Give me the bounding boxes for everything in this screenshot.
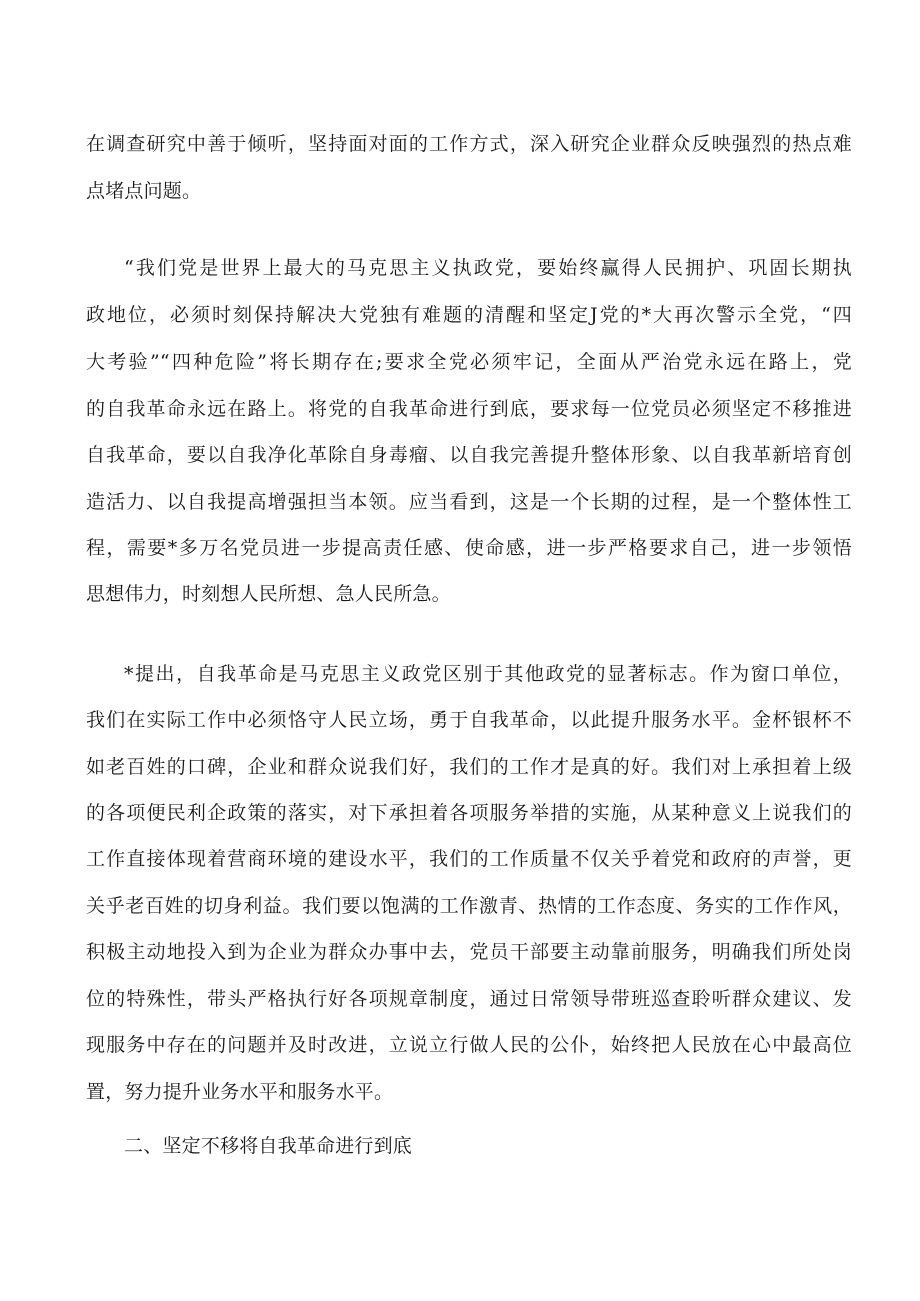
paragraph-1-line-1: 在调查研究中善于倾听，坚持面对面的工作方式，深入研究企业群众反映强烈的热点难 xyxy=(86,133,852,155)
paragraph-2-line-6: 造活力、以自我提高增强担当本领。应当看到，这是一个长期的过程，是一个整体性工 xyxy=(86,491,852,513)
paragraph-3-line-8: 位的特殊性，带头严格执行好各项规章制度，通过日常领导带班巡查聆听群众建议、发 xyxy=(86,988,852,1010)
paragraph-3-line-6: 关乎老百姓的切身利益。我们要以饱满的工作激青、热情的工作态度、务实的工作作风， xyxy=(86,895,852,917)
paragraph-2-line-7: 程，需要*多万名党员进一步提高责任感、使命感，进一步严格要求自己，进一步领悟 xyxy=(86,537,852,559)
paragraph-2-line-1: “我们党是世界上最大的马克思主义执政党，要始终赢得人民拥护、巩固长期执 xyxy=(124,257,852,279)
paragraph-3-line-9: 现服务中存在的问题并及时改进，立说立行做人民的公仆，始终把人民放在心中最高位 xyxy=(86,1034,852,1056)
section-heading-2: 二、坚定不移将自我革命进行到底 xyxy=(124,1135,413,1157)
paragraph-2-line-5: 自我革命，要以自我净化革除自身毒瘤、以自我完善提升整体形象、以自我革新培育创 xyxy=(86,444,852,466)
paragraph-3-line-7: 积极主动地投入到为企业为群众办事中去，党员干部要主动靠前服务，明确我们所处岗 xyxy=(86,941,852,963)
paragraph-2-line-2: 政地位，必须时刻保持解决大党独有难题的清醒和坚定J党的*大再次警示全党，“四 xyxy=(86,304,852,326)
paragraph-1-line-2: 点堵点问题。 xyxy=(86,180,202,202)
paragraph-2-line-3: 大考验”“四种危险”将长期存在;要求全党必须牢记，全面从严治党永远在路上，党 xyxy=(86,351,852,373)
paragraph-3-line-3: 如老百姓的口碑，企业和群众说我们好，我们的工作才是真的好。我们对上承担着上级 xyxy=(86,756,852,778)
paragraph-3-line-2: 我们在实际工作中必须恪守人民立场，勇于自我革命，以此提升服务水平。金杯银杯不 xyxy=(86,709,852,731)
paragraph-2-line-4: 的自我革命永远在路上。将党的自我革命进行到底，要求每一位党员必须坚定不移推进 xyxy=(86,398,852,420)
paragraph-2-line-8: 思想伟力，时刻想人民所想、急人民所急。 xyxy=(86,583,451,605)
paragraph-3-line-10: 置，努力提升业务水平和服务水平。 xyxy=(86,1081,394,1103)
paragraph-3-line-4: 的各项便民利企政策的落实，对下承担着各项服务举措的实施，从某种意义上说我们的 xyxy=(86,802,852,824)
paragraph-3-line-1: *提出，自我革命是马克思主义政党区别于其他政党的显著标志。作为窗口单位， xyxy=(124,663,852,685)
paragraph-3-line-5: 工作直接体现着营商环境的建设水平，我们的工作质量不仅关乎着党和政府的声誉，更 xyxy=(86,848,852,870)
